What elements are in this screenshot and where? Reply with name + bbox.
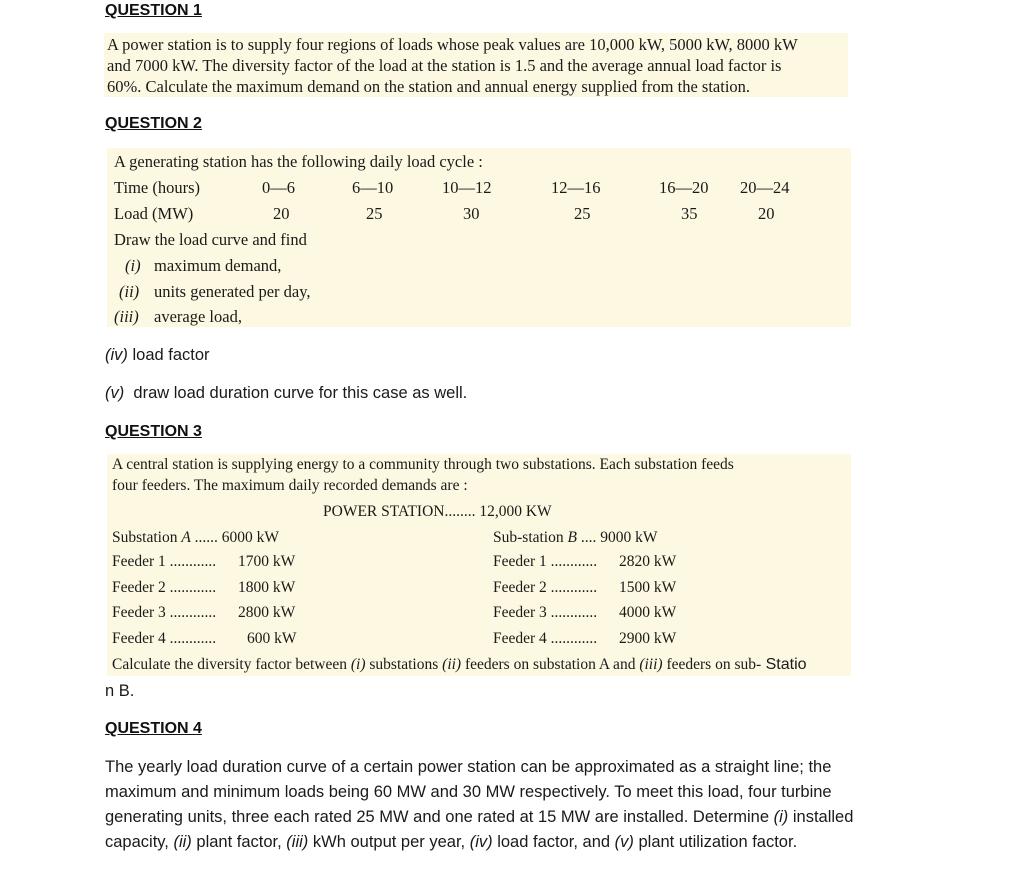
- diversity-question: Calculate the diversity factor between (i) substations (ii) feeders on substation A and (iii) feeders on sub- Statio: [112, 656, 807, 673]
- feeder-value: 2800 kW: [238, 604, 296, 621]
- question-3-line-2: four feeders. The maximum daily recorded demands are :: [112, 477, 468, 494]
- feeder-value: 600 kW: [247, 630, 297, 647]
- load-cell: 35: [681, 204, 698, 223]
- load-cell: 20: [758, 204, 775, 223]
- question-2-intro: A generating station has the following daily load cycle :: [114, 152, 483, 171]
- question-1-line-2: and 7000 kW. The diversity factor of the load at the station is 1.5 and the average annual load factor is: [107, 56, 782, 75]
- time-cell: 10—12: [442, 178, 492, 197]
- item-num: (ii): [119, 282, 140, 301]
- feeder-label: Feeder 2 ............: [112, 579, 217, 596]
- feeder-value: 2900 kW: [619, 630, 677, 647]
- load-cell: 30: [463, 204, 480, 223]
- feeder-label: Feeder 1 ............: [493, 553, 598, 570]
- feeder-value: 1500 kW: [619, 579, 677, 596]
- feeder-label: Feeder 4 ............: [112, 630, 217, 647]
- question-1-line-1: A power station is to supply four regions of loads whose peak values are 10,000 kW, 5000 kW, 8000 kW: [107, 35, 798, 54]
- feeder-value: 4000 kW: [619, 604, 677, 621]
- question-2-heading: QUESTION 2: [105, 115, 202, 132]
- load-cell: 25: [366, 204, 383, 223]
- diversity-question-wrap: n B.: [105, 682, 135, 700]
- feeder-label: Feeder 3 ............: [493, 604, 598, 621]
- item-num: (iii): [114, 307, 139, 326]
- feeder-value: 1700 kW: [238, 553, 296, 570]
- time-cell: 0—6: [262, 178, 295, 197]
- item-num: (i): [125, 256, 141, 275]
- time-label: Time (hours): [114, 178, 201, 197]
- question-4-line-4: capacity, (ii) plant factor, (iii) kWh output per year, (iv) load factor, and (v) plant utilization factor.: [105, 833, 798, 851]
- feeder-label: Feeder 1 ............: [112, 553, 217, 570]
- feeder-label: Feeder 4 ............: [493, 630, 598, 647]
- substation-a-title: Substation A ...... 6000 kW: [112, 529, 280, 546]
- item-text: units generated per day,: [154, 282, 311, 301]
- question-1-heading: QUESTION 1: [105, 2, 202, 19]
- time-cell: 20—24: [740, 178, 790, 197]
- feeder-label: Feeder 3 ............: [112, 604, 217, 621]
- time-cell: 12—16: [551, 178, 601, 197]
- item-text: maximum demand,: [154, 256, 282, 275]
- item-text: average load,: [154, 307, 242, 326]
- load-cell: 25: [574, 204, 591, 223]
- question-1-line-3: 60%. Calculate the maximum demand on the station and annual energy supplied from the station.: [107, 77, 751, 96]
- item-iv: (iv) load factor: [105, 346, 210, 364]
- question-3-heading: QUESTION 3: [105, 423, 202, 440]
- load-label: Load (MW): [114, 204, 194, 223]
- item-v: (v) draw load duration curve for this case as well.: [105, 384, 468, 402]
- question-4-line-2: maximum and minimum loads being 60 MW and 30 MW respectively. To meet this load, four turbine: [105, 783, 832, 801]
- question-4-heading: QUESTION 4: [105, 720, 202, 737]
- question-4-line-3: generating units, three each rated 25 MW and one rated at 15 MW are installed. Determine (i) installed: [105, 808, 854, 826]
- time-cell: 6—10: [352, 178, 394, 197]
- feeder-value: 1800 kW: [238, 579, 296, 596]
- substation-b-title: Sub-station B .... 9000 kW: [493, 529, 658, 546]
- time-cell: 16—20: [659, 178, 709, 197]
- feeder-label: Feeder 2 ............: [493, 579, 598, 596]
- draw-instruction: Draw the load curve and find: [114, 230, 307, 249]
- question-3-line-1: A central station is supplying energy to a community through two substations. Each substation feeds: [112, 456, 734, 473]
- feeder-value: 2820 kW: [619, 553, 677, 570]
- question-4-line-1: The yearly load duration curve of a certain power station can be approximated as a straight line; the: [105, 758, 832, 776]
- power-station-line: POWER STATION........ 12,000 KW: [323, 503, 552, 520]
- load-cell: 20: [273, 204, 290, 223]
